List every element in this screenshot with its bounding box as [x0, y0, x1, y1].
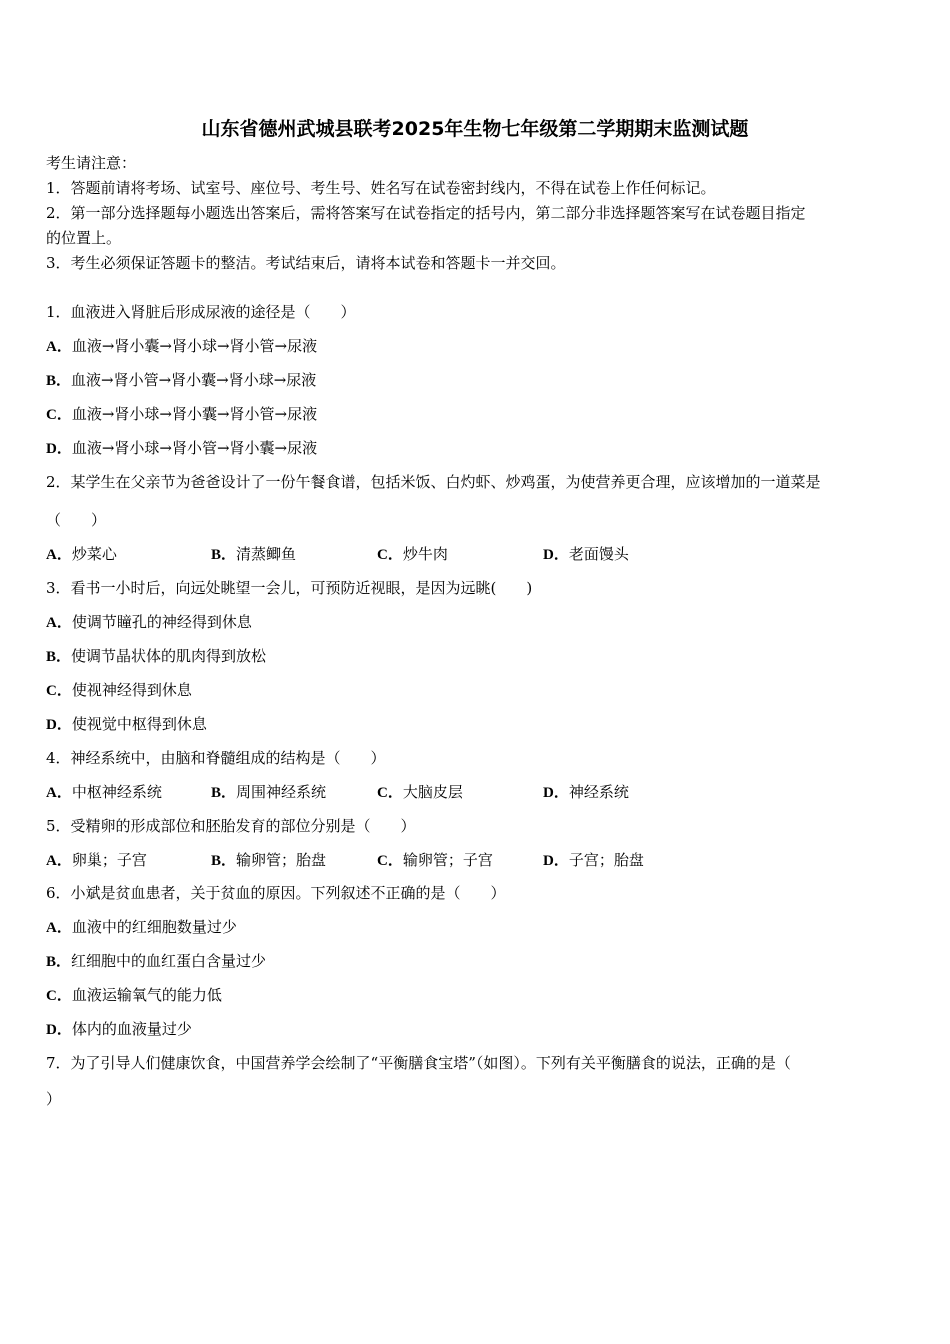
option-text: 卵巢；子宫 — [71, 851, 147, 869]
option-text: 血液中的红细胞数量过少 — [71, 918, 237, 936]
question-1-option-b — [46, 369, 316, 390]
option-label: C． — [46, 407, 72, 423]
option-text: 周围神经系统 — [236, 783, 327, 801]
question-4-option-a — [46, 781, 162, 802]
option-label: C． — [377, 547, 403, 563]
question-2-stem-cont: （ ） — [46, 511, 107, 529]
option-text: 使调节晶状体的肌肉得到放松 — [71, 647, 267, 665]
option-text: 子宫；胎盘 — [568, 851, 644, 869]
question-3-stem: 3．看书一小时后，向远处眺望一会儿，可预防近视眼，是因为远眺( ) — [46, 579, 533, 597]
option-text: 老面馒头 — [568, 545, 629, 563]
question-4-option-b — [211, 781, 326, 802]
option-text: 血液→肾小囊→肾小球→肾小管→尿液 — [71, 337, 318, 355]
option-label: C． — [377, 853, 403, 869]
question-1-option-a — [46, 335, 317, 356]
question-2-option-d — [543, 543, 629, 564]
option-label: D． — [543, 853, 569, 869]
option-text: 体内的血液量过少 — [71, 1020, 192, 1038]
option-text: 使视神经得到休息 — [71, 681, 192, 699]
question-4-option-d — [543, 781, 629, 802]
option-text: 输卵管；胎盘 — [236, 851, 327, 869]
question-2-option-c — [377, 543, 448, 564]
question-6-stem: 6．小斌是贫血患者，关于贫血的原因。下列叙述不正确的是（ ） — [46, 884, 506, 902]
option-label: B． — [46, 954, 72, 970]
option-label: D． — [543, 547, 569, 563]
option-label: B． — [46, 373, 72, 389]
option-label: B． — [211, 785, 237, 801]
option-text: 中枢神经系统 — [71, 783, 162, 801]
option-label: B． — [211, 853, 237, 869]
question-1-option-c — [46, 403, 317, 424]
question-2-stem: 2．某学生在父亲节为爸爸设计了一份午餐食谱，包括米饭、白灼虾、炒鸡蛋，为使营养更合理，应该增加的一道菜是 — [46, 473, 821, 491]
option-text: 输卵管；子宫 — [402, 851, 493, 869]
question-1-stem: 1．血液进入肾脏后形成尿液的途径是（ ） — [46, 303, 356, 321]
notice-item: 3．考生必须保证答题卡的整洁。考试结束后，请将本试卷和答题卡一并交回。 — [46, 254, 566, 272]
option-text: 炒菜心 — [71, 545, 117, 563]
question-5-stem: 5．受精卵的形成部位和胚胎发育的部位分别是（ ） — [46, 817, 416, 835]
notice-item: 的位置上。 — [46, 229, 122, 247]
question-6-option-b — [46, 950, 266, 971]
question-2-option-a — [46, 543, 117, 564]
question-2-option-b — [211, 543, 296, 564]
option-label: A． — [46, 853, 72, 869]
page-title: 山东省德州武城县联考2025年生物七年级第二学期期末监测试题 — [201, 118, 749, 140]
question-1-option-d — [46, 437, 317, 458]
option-label: A． — [46, 339, 72, 355]
question-4-stem: 4．神经系统中，由脑和脊髓组成的结构是（ ） — [46, 749, 386, 767]
question-5-option-c — [377, 849, 493, 870]
notice-heading: 考生请注意： — [46, 154, 137, 172]
question-3-option-b — [46, 645, 266, 666]
option-text: 使调节瞳孔的神经得到休息 — [71, 613, 252, 631]
question-5-option-b — [211, 849, 326, 870]
question-3-option-d — [46, 713, 207, 734]
option-text: 血液→肾小球→肾小管→肾小囊→尿液 — [71, 439, 318, 457]
option-label: C． — [46, 683, 72, 699]
option-label: B． — [211, 547, 237, 563]
question-7-stem-cont: ） — [46, 1090, 62, 1108]
option-label: A． — [46, 547, 72, 563]
option-text: 清蒸鲫鱼 — [236, 545, 297, 563]
option-text: 神经系统 — [568, 783, 629, 801]
option-text: 血液→肾小管→肾小囊→肾小球→尿液 — [71, 371, 317, 389]
option-label: A． — [46, 785, 72, 801]
option-label: D． — [46, 1022, 72, 1038]
option-label: A． — [46, 615, 72, 631]
notice-item: 1．答题前请将考场、试室号、座位号、考生号、姓名写在试卷密封线内，不得在试卷上作任何标记。 — [46, 179, 716, 197]
notice-item: 2．第一部分选择题每小题选出答案后，需将答案写在试卷指定的括号内，第二部分非选择题答案写在试卷题目指定 — [46, 204, 806, 222]
question-6-option-c — [46, 984, 222, 1005]
option-text: 血液运输氧气的能力低 — [71, 986, 222, 1004]
option-label: C． — [46, 988, 72, 1004]
question-6-option-a — [46, 916, 237, 937]
option-text: 使视觉中枢得到休息 — [71, 715, 207, 733]
option-label: B． — [46, 649, 72, 665]
question-5-option-a — [46, 849, 147, 870]
question-7-stem: 7．为了引导人们健康饮食，中国营养学会绘制了“平衡膳食宝塔”（如图）。下列有关平衡膳食的说法，正确的是（ — [46, 1054, 791, 1072]
option-label: D． — [46, 717, 72, 733]
question-5-option-d — [543, 849, 644, 870]
option-label: C． — [377, 785, 403, 801]
question-6-option-d — [46, 1018, 192, 1039]
option-text: 大脑皮层 — [402, 783, 463, 801]
option-text: 炒牛肉 — [402, 545, 448, 563]
question-4-option-c — [377, 781, 463, 802]
option-text: 红细胞中的血红蛋白含量过少 — [71, 952, 267, 970]
option-text: 血液→肾小球→肾小囊→肾小管→尿液 — [71, 405, 318, 423]
option-label: D． — [543, 785, 569, 801]
question-3-option-c — [46, 679, 192, 700]
option-label: A． — [46, 920, 72, 936]
question-3-option-a — [46, 611, 252, 632]
option-label: D． — [46, 441, 72, 457]
